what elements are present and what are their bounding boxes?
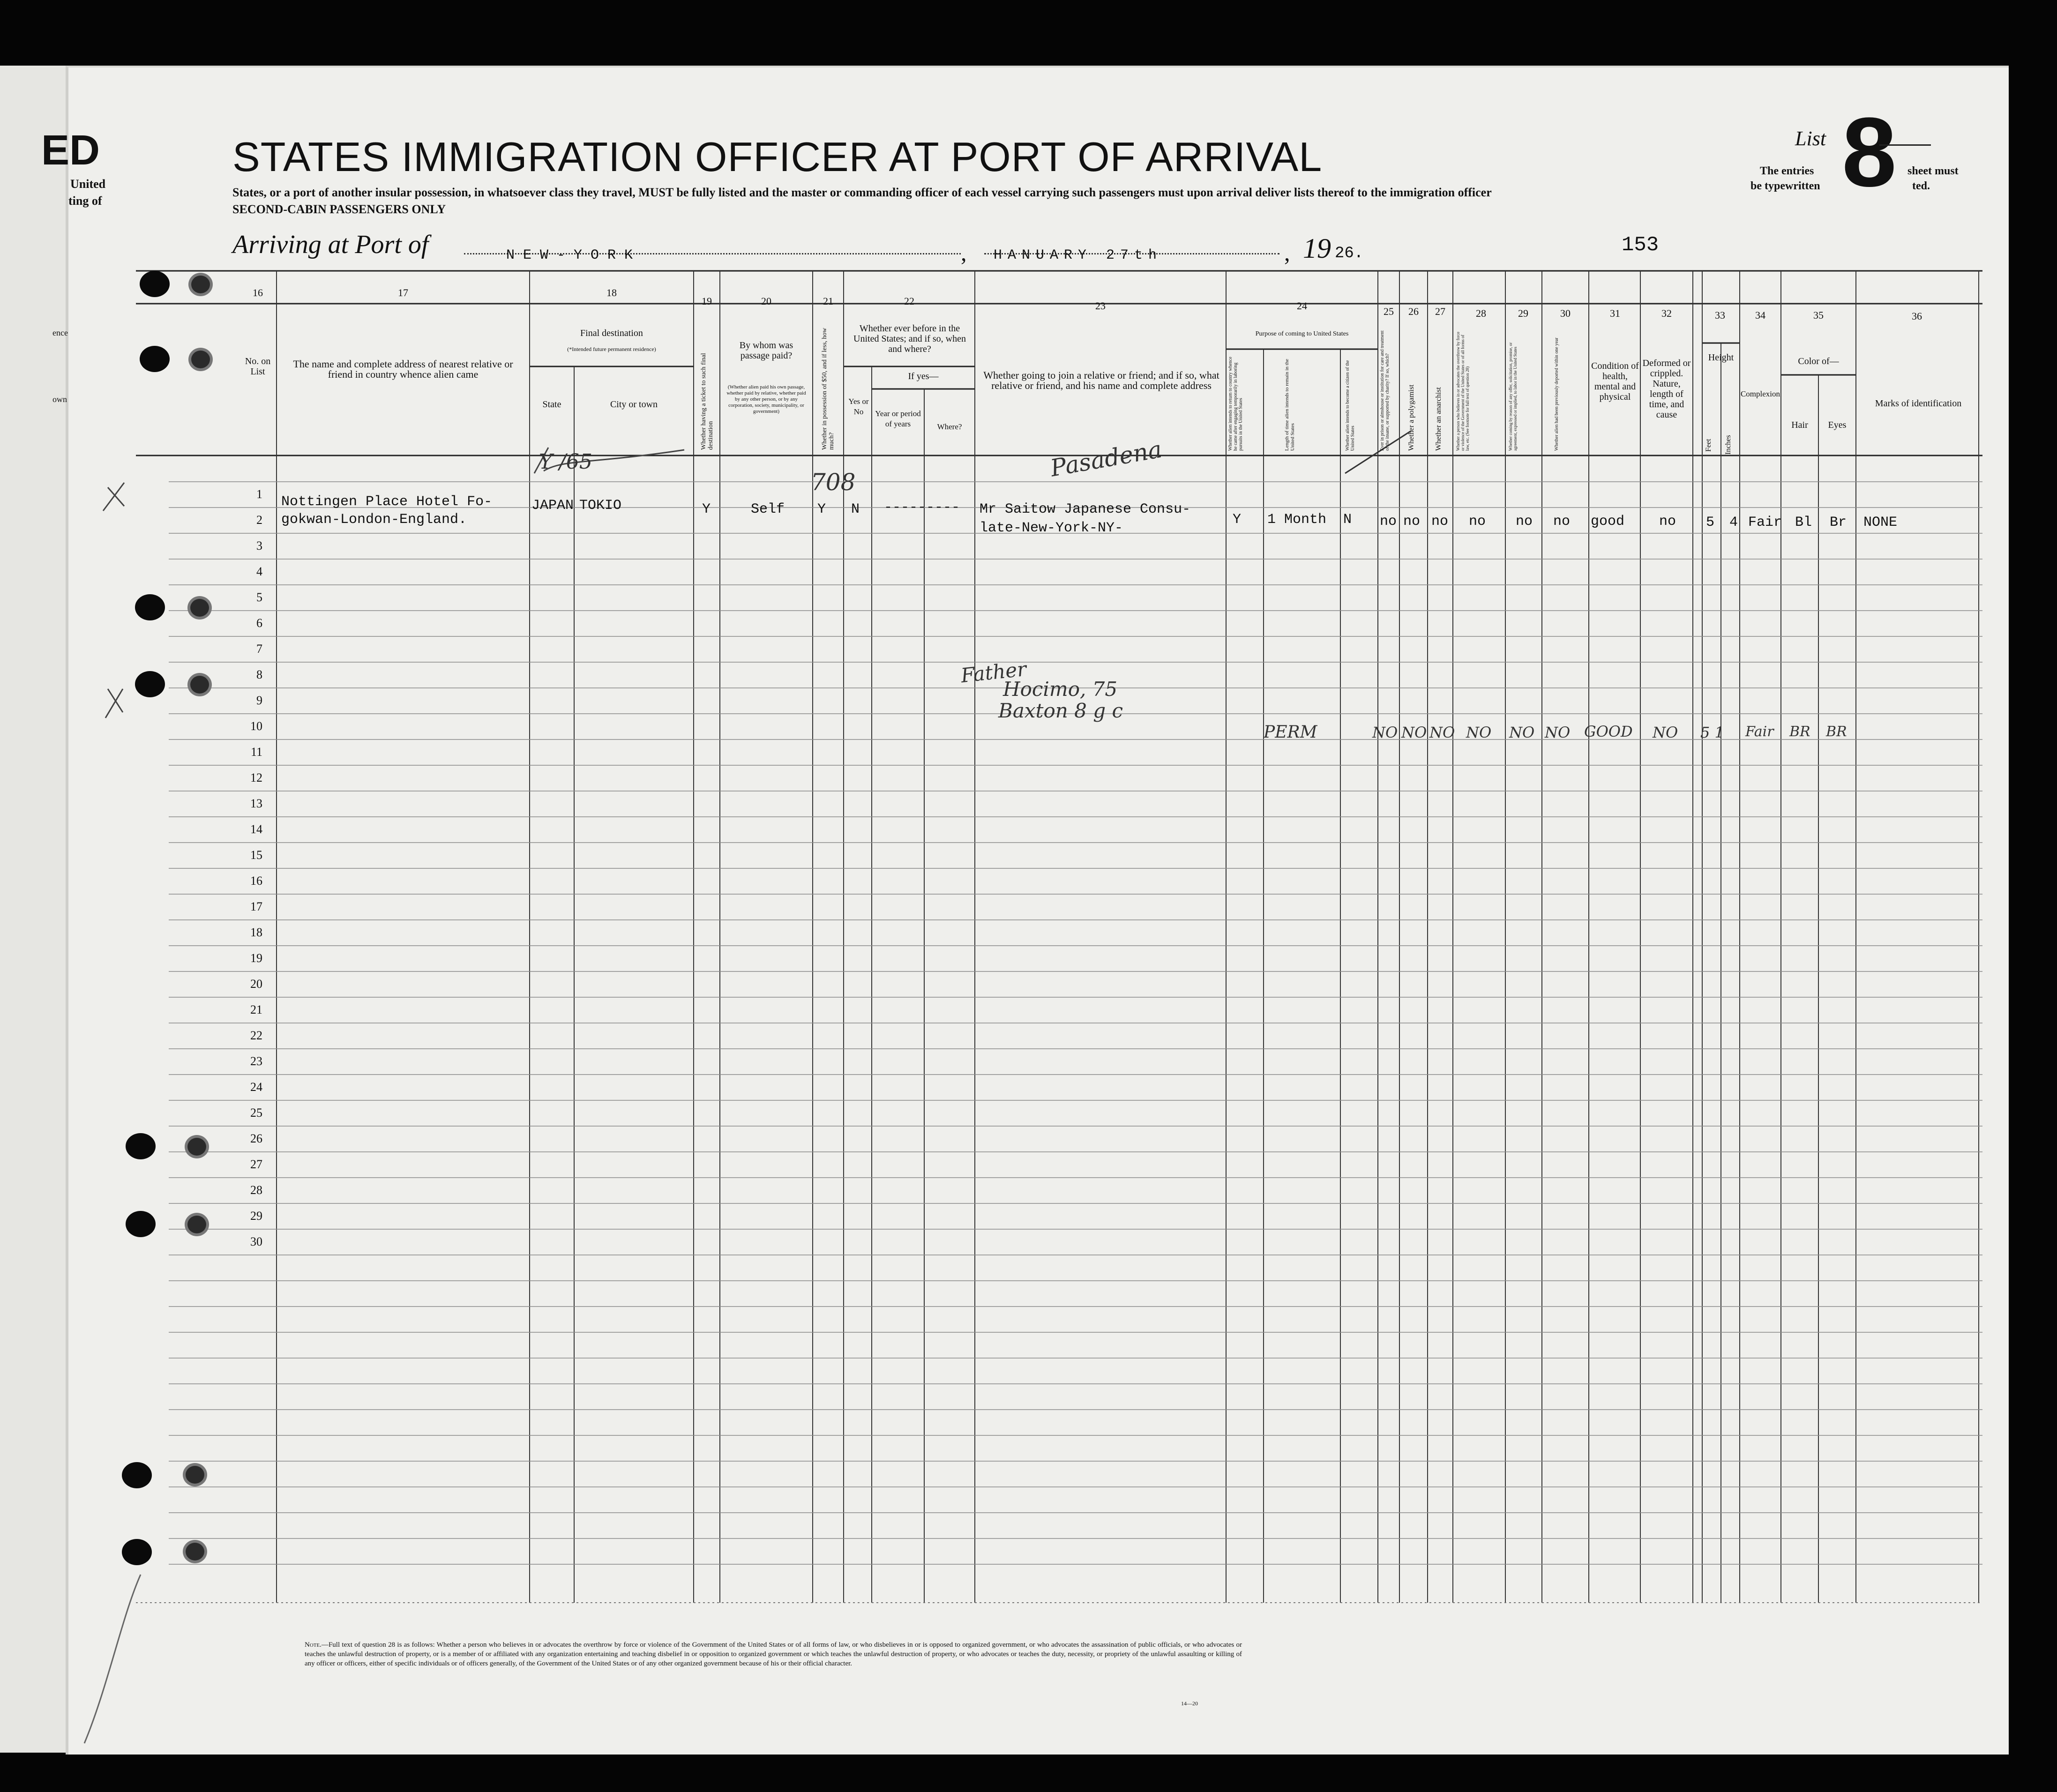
col-num-18: 18 <box>606 287 617 299</box>
col-num-30: 30 <box>1560 307 1571 319</box>
row-number: 27 <box>250 1157 262 1171</box>
marks-value: NONE <box>1863 515 1898 530</box>
col-header-17: The name and complete address of nearest relative or friend in country whence alien came <box>293 358 513 380</box>
row7-anarchist: NO <box>1429 724 1455 741</box>
punch-hole <box>185 1213 209 1236</box>
punch-hole <box>188 348 213 371</box>
punch-hole <box>188 273 213 296</box>
col-header-35: Color of— <box>1798 356 1839 366</box>
row-number: 20 <box>250 977 262 991</box>
row-number: 17 <box>250 900 262 913</box>
purpose-return: Y <box>1233 512 1242 528</box>
col-header-24-citizen: Whether alien intends to become a citizen of the United States <box>1345 360 1355 451</box>
row-number: 26 <box>250 1132 262 1145</box>
col-header-23: Whether going to join a relative or friend; and if so, what relative or friend, and his name and complete address <box>983 369 1219 391</box>
row7-purpose: PERM <box>1264 723 1317 742</box>
col-header-35-eyes: Eyes <box>1828 420 1847 430</box>
row-number: 6 <box>256 616 262 630</box>
col-num-35: 35 <box>1813 309 1824 321</box>
punch-hole <box>185 1135 209 1158</box>
row-number: 7 <box>256 642 262 656</box>
year-suffix: 26. <box>1335 245 1364 262</box>
col-num-20: 20 <box>761 295 771 307</box>
col-header-24-return: Whether alien intends to return to country whence he came after engaging temporarily in laboring pursuits in the United States <box>1228 357 1243 451</box>
entries-note-2: sheet must <box>1907 165 1959 177</box>
list-label: List <box>1795 127 1826 150</box>
row7-polygamist: NO <box>1401 724 1427 741</box>
handwritten-destination-mark: Y /65 <box>539 450 592 474</box>
col-num-33: 33 <box>1715 309 1725 321</box>
row7-hair: BR <box>1789 724 1810 740</box>
col-num-32: 32 <box>1661 307 1672 319</box>
relative-address-line1: Nottingen Place Hotel Fo- <box>281 494 493 510</box>
row-number: 8 <box>256 668 262 681</box>
row-number: 11 <box>250 745 262 759</box>
row-number: 4 <box>256 565 262 578</box>
punch-hole <box>183 1540 207 1563</box>
col-header-16: No. on List <box>245 356 271 377</box>
col-header-22-yesno: Yes or No <box>848 397 869 416</box>
col-header-22-year: Year or period of years <box>875 409 921 428</box>
row7-deported: NO <box>1545 724 1571 741</box>
footnote-label: Note.— <box>305 1641 329 1649</box>
form-code: 14—20 <box>1181 1700 1198 1707</box>
complexion-value: Fair <box>1748 515 1782 530</box>
row7-height: 5 1 <box>1700 724 1724 741</box>
col-header-20: By whom was passage paid? <box>739 340 793 361</box>
row-number: 25 <box>250 1106 262 1120</box>
col-num-34: 34 <box>1755 309 1765 321</box>
entries-note-3: be typewritten <box>1750 180 1820 192</box>
col-header-26: Whether a polygamist <box>1407 384 1415 451</box>
col-num-23: 23 <box>1095 300 1106 312</box>
polygamist-value: no <box>1403 514 1421 530</box>
sheet-number: 153 <box>1622 233 1659 257</box>
row-number: 29 <box>250 1209 262 1223</box>
destination-city: TOKIO <box>579 498 622 514</box>
row-number: 28 <box>250 1183 262 1197</box>
row-number: 23 <box>250 1054 262 1068</box>
row-number: 21 <box>250 1003 262 1016</box>
col-header-25: Ever in prison or almshouse or institution for care and treatment of the insane, or supported by charity? If so, which? <box>1380 330 1390 451</box>
col-num-28: 28 <box>1476 307 1486 319</box>
footnote-text: Full text of question 28 is as follows: Whether a person who believes in or advocates the overthrow by force or violence of the Government of the United States or of all forms of law, or who disbelieves in or is opposed to organized government, or who advocates the assassination of public officials, or who advocates or teaches the unlawful destruction of property, or is a member of or affiliated with any organization entertaining and teaching disbelief in or opposition to organized government or which teaches the unlawful destruction of property, or who advocates or teaches the duty, necessity, or propriety of the unlawful assaulting or killing of any officer or officers, either of specific individuals or of officers generally, of the Government of the United States or of any other organized government because of his or their official character. <box>305 1641 1242 1667</box>
punch-hole <box>140 271 170 297</box>
handwritten-city-note: Pasadena <box>1048 435 1164 482</box>
col-header-28: Whether a person who believes in or advocates the overthrow by force or violence of the Government of the United States or of all forms of law, etc. (See footnote for full text of question 28) <box>1456 331 1470 451</box>
length-of-stay: 1 Month <box>1267 512 1327 528</box>
row-number: 22 <box>250 1029 262 1042</box>
col-header-30: Whether alien had been previously deported within one year <box>1554 337 1559 451</box>
been-before-detail: --------- <box>884 500 960 515</box>
col-num-19: 19 <box>702 295 712 307</box>
handwritten-note-line1: Father <box>959 657 1028 687</box>
money-value: Y <box>817 501 826 517</box>
col-header-27: Whether an anarchist <box>1435 387 1443 451</box>
col-header-21: Whether in possession of $50, and if less, how much? <box>821 328 835 450</box>
height-inches-value: 4 <box>1729 515 1738 530</box>
punch-hole <box>126 1211 156 1237</box>
row-number: 15 <box>250 848 262 862</box>
handwritten-note-line3: Baxton 8 g c <box>998 699 1123 722</box>
list-number: 8 <box>1842 97 1897 207</box>
col-header-31: Condition of health, mental and physical <box>1591 361 1639 402</box>
row7-contract: NO <box>1509 724 1535 741</box>
row-number: 1 <box>256 487 262 501</box>
row-number: 10 <box>250 719 262 733</box>
col-header-32: Deformed or crippled. Nature, length of time, and cause <box>1642 358 1691 420</box>
row-number: 19 <box>250 951 262 965</box>
col-header-18-city: City or town <box>610 399 658 410</box>
arriving-label: Arriving at Port of <box>232 230 429 259</box>
date-value: HANUARY 27th <box>994 247 1163 263</box>
col-header-22: Whether ever before in the United States; and if so, when and where? <box>853 323 966 354</box>
row7-complexion: Fair <box>1745 724 1774 740</box>
port-value: NEW-YORK <box>506 247 642 263</box>
col-num-17: 17 <box>398 287 408 299</box>
entries-note-1: The entries <box>1760 165 1814 177</box>
margin-fragment-line2: ting of <box>68 194 102 208</box>
eyes-value: Br <box>1830 515 1847 530</box>
col-header-19: Whether having a ticket to such final destination <box>700 353 714 450</box>
margin-fragment-title: ED <box>41 127 100 174</box>
col-header-20-note: (Whether alien paid his own passage, whether paid by relative, whether paid by any other person, or by any corporation, society, municipality, or government) <box>726 384 806 414</box>
col-header-18-note: (*Intended future permanent residence) <box>567 346 656 352</box>
row-number: 9 <box>256 694 262 707</box>
handwritten-note-line2: Hocimo, 75 <box>1003 678 1118 701</box>
punch-hole <box>187 596 212 620</box>
row7-health: GOOD <box>1584 723 1633 740</box>
paid-by-value: Self <box>751 501 785 517</box>
comma-1: , <box>961 239 967 266</box>
row7-eyes: BR <box>1826 724 1847 740</box>
punch-hole <box>140 346 170 372</box>
anarchist-value: no <box>1431 514 1449 530</box>
health-value: good <box>1591 514 1625 530</box>
join-relative-line1: Mr Saitow Japanese Consu- <box>980 501 1191 517</box>
deformed-value: no <box>1659 514 1676 530</box>
col-num-25: 25 <box>1384 306 1394 317</box>
contract-labor-value: no <box>1516 514 1533 530</box>
hair-value: Bl <box>1795 515 1812 530</box>
header-instructions: States, or a port of another insular possession, in whatsoever class they travel, MUST be fully listed and the master or commanding officer of each vessel carrying such passengers must upon arrival deliver lists thereof to the immigration officer <box>232 186 1492 199</box>
row-number: 5 <box>256 590 262 604</box>
col-num-16: 16 <box>253 287 263 299</box>
margin-col-fragment1: ence <box>52 328 68 337</box>
ticket-value: Y <box>702 501 711 517</box>
col-header-22-ifyes: If yes— <box>908 371 939 381</box>
row-number: 13 <box>250 797 262 810</box>
col-num-29: 29 <box>1518 307 1528 319</box>
col-header-33: Height <box>1708 352 1734 363</box>
row-number: 3 <box>256 539 262 553</box>
q28-value: no <box>1469 514 1486 530</box>
margin-fragment-line1: United <box>70 177 106 191</box>
intends-citizen: N <box>1343 512 1352 528</box>
punch-hole <box>122 1539 152 1565</box>
col-header-18: Final destination <box>580 328 643 338</box>
col-header-22-where: Where? <box>937 422 962 431</box>
col-header-33-inches: Inches <box>1724 435 1732 455</box>
col-header-36: Marks of identification <box>1875 398 1962 409</box>
comma-2: , <box>1284 239 1290 266</box>
col-header-33-feet: Feet <box>1705 439 1713 452</box>
row-number: 16 <box>250 874 262 888</box>
page-title: STATES IMMIGRATION OFFICER AT PORT OF ARRIVAL <box>232 134 1323 180</box>
row7-prison: NO <box>1372 724 1398 741</box>
been-before-value: N <box>851 501 860 517</box>
col-header-24: Purpose of coming to United States <box>1255 330 1349 337</box>
margin-col-fragment2: own <box>52 395 67 404</box>
col-num-27: 27 <box>1435 306 1445 317</box>
col-header-29: Whether coming by reason of any offer, solicitation, promise, or agreement, expressed or implied, to labor in the United States <box>1508 342 1518 451</box>
relative-address-line2: gokwan-London-England. <box>281 512 467 528</box>
entries-note-4: ted. <box>1912 180 1930 192</box>
col-num-36: 36 <box>1912 310 1922 322</box>
col-header-24-length: Length of time alien intends to remain in the United States <box>1284 358 1295 451</box>
col-num-22: 22 <box>904 295 914 307</box>
row-number: 2 <box>256 513 262 527</box>
punch-hole <box>135 594 165 620</box>
col-header-34: Complexion <box>1740 389 1780 398</box>
row-number: 24 <box>250 1080 262 1094</box>
punch-hole <box>135 671 165 697</box>
col-num-24: 24 <box>1297 300 1307 312</box>
row7-q28: NO <box>1466 724 1492 741</box>
col-header-35-hair: Hair <box>1791 420 1808 430</box>
punch-hole <box>187 673 212 696</box>
year-prefix: 19 <box>1303 233 1331 264</box>
col-header-18-state: State <box>542 399 561 410</box>
col-num-26: 26 <box>1408 306 1419 317</box>
row-number: 18 <box>250 926 262 939</box>
handwritten-money-amount: 708 <box>811 469 856 496</box>
row-number: 14 <box>250 822 262 836</box>
row-number: 12 <box>250 771 262 784</box>
class-line: SECOND-CABIN PASSENGERS ONLY <box>232 202 446 216</box>
join-relative-line2: late-New-York-NY- <box>980 520 1123 536</box>
footnote <box>305 1640 1242 1668</box>
col-num-21: 21 <box>823 295 833 307</box>
destination-state: JAPAN <box>531 498 574 514</box>
row7-deformed: NO <box>1653 724 1678 741</box>
deported-value: no <box>1553 514 1571 530</box>
prison-value: no <box>1380 514 1397 530</box>
height-feet-value: 5 <box>1706 515 1715 530</box>
row-number: 30 <box>250 1235 262 1248</box>
punch-hole <box>183 1463 207 1486</box>
punch-hole <box>126 1133 156 1159</box>
col-num-31: 31 <box>1610 307 1620 319</box>
punch-hole <box>122 1462 152 1488</box>
